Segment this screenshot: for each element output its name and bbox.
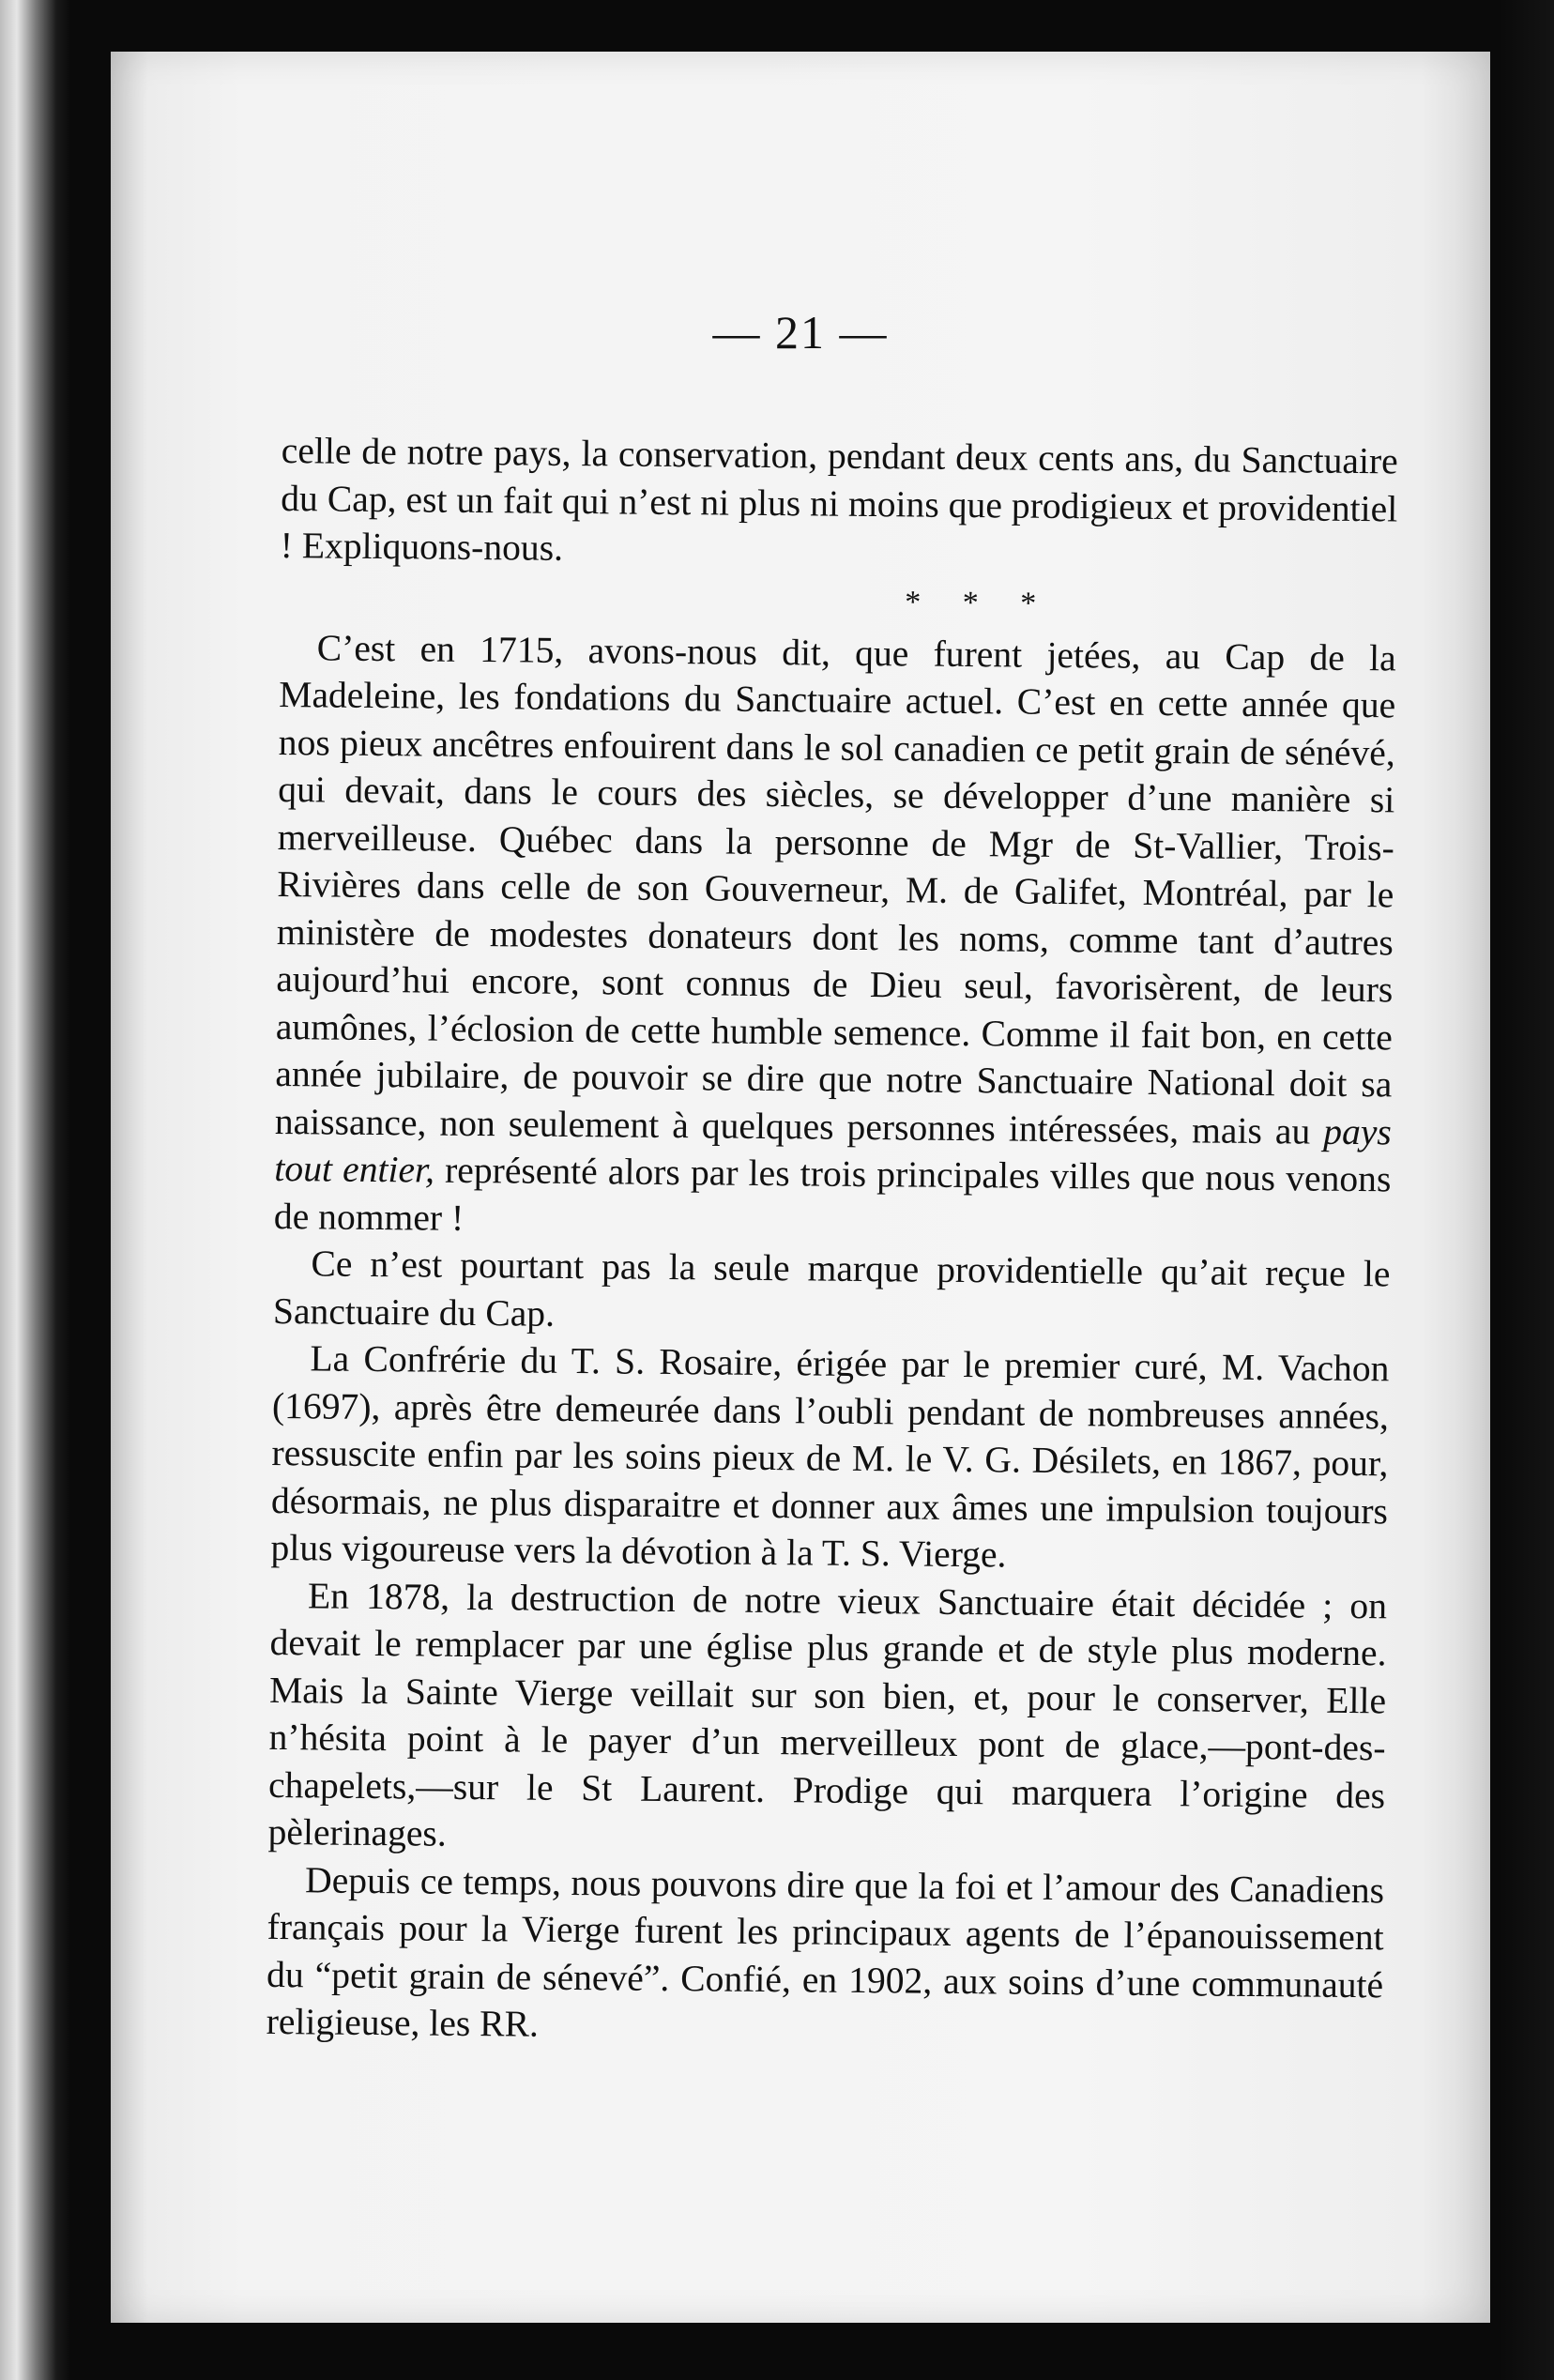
paragraph-text: C’est en 1715, avons-nous dit, que furent jetées, au Cap de la Madeleine, les fondations du Sanctuaire actuel. C’est en cette année que nos pieux ancêtres enfouirent dans le sol canadien ce petit grain de sénévé, qui devait, dans le cours des siècles, se développer d’une manière si merveilleuse. Québec dans la personne de Mgr de St-Vallier, Trois-Rivières dans celle de son Gouverneur, M. de Galifet, Montréal, par le ministère de modestes donateurs dont les noms, comme tant d’autres aujourd’hui encore, sont connus de Dieu seul, favorisèrent, de leurs aumônes, l’éclosion de cette humble semence. Comme il fait bon, en cette année jubilaire, de pouvoir se dire que notre Sanctuaire National doit sa naissance, non seulement à quelques personnes intéressées, mais au: [274, 626, 1396, 1152]
paragraph-text: La Confrérie du T. S. Rosaire, érigée par le premier curé, M. Vachon (1697), après être demeurée dans l’oubli pendant de nombreuses années, ressuscite enfin par les soins pieux de M. le V. G. Désilets, en 1867, pour, désormais, ne plus disparaitre et donner aux âmes une impulsion toujours plus vigoureuse vers la dévotion à la T. S. Vierge.: [270, 1337, 1390, 1576]
book-left-edge: [0, 0, 70, 2380]
paragraph: [274, 623, 1396, 1250]
scan-right-border: [1498, 0, 1554, 2380]
paragraph: [266, 1855, 1384, 2055]
paragraph-text: représenté alors par les trois principales villes que nous venons de nommer !: [273, 1149, 1392, 1239]
body-paragraphs: [266, 623, 1395, 2055]
paragraph: [267, 1571, 1387, 1866]
paragraph-text: Ce n’est pourtant pas la seule marque providentielle qu’ait reçue le Sanctuaire du Cap.: [272, 1243, 1391, 1335]
paragraph-text: En 1878, la destruction de notre vieux Sanctuaire était décidée ; on devait le remplacer par une église plus grande et de style plus moderne. Mais la Sainte Vierge veillait sur son bien, et, pour le conserver, Elle n’hésita point à le payer d’un merveilleux pont de glace,—pont-des-chapelets,—sur le St Laurent. Prodige qui marquera l’origine des pèlerinages.: [267, 1574, 1388, 1854]
paragraph: [281, 427, 1398, 580]
text-block: [266, 427, 1397, 2056]
italic-text: pays tout entier,: [274, 1110, 1393, 1191]
book-page: [111, 52, 1490, 2323]
paragraph: [270, 1335, 1389, 1582]
paragraph-text: Depuis ce temps, nous pouvons dire que la foi et l’amour des Canadiens français pour la Vierge furent les principaux agents de l’épanouissement du “petit grain de sénevé”. Confié, en 1902, aux soins d’une communauté religieuse, les RR.: [266, 1858, 1385, 2045]
page-inner: [111, 52, 1490, 2323]
section-separator: * * *: [905, 584, 1054, 621]
intro-paragraphs: [281, 427, 1398, 580]
paragraph-text: celle de notre pays, la conservation, pendant deux cents ans, du Sanctuaire du Cap, est un fait qui n’est ni plus ni moins que prodigieux et providentiel ! Expliquons-nous.: [280, 429, 1398, 569]
page-number: — 21 —: [712, 306, 889, 359]
paragraph: [273, 1240, 1391, 1345]
